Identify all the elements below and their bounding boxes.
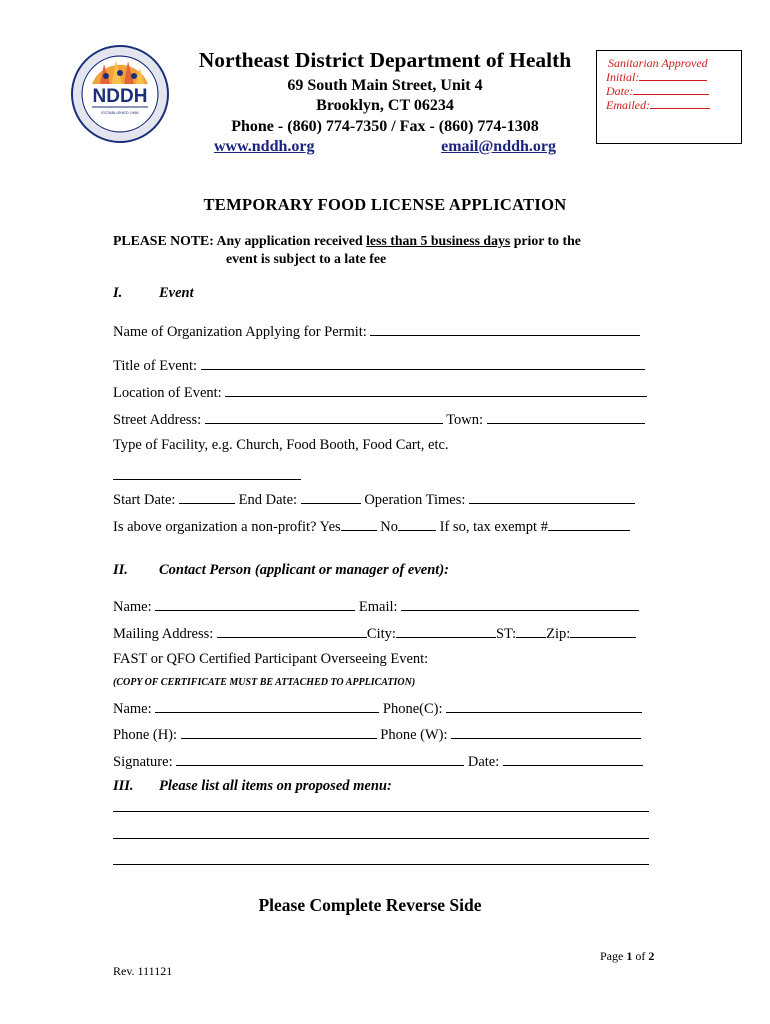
nonprofit-row [113,517,630,536]
email-link[interactable]: email@nddh.org [441,138,556,155]
event-title-label: Title of Event: [113,358,201,374]
operation-times-field[interactable] [469,490,635,504]
location-row [113,383,647,402]
emailed-label: Emailed: [606,98,650,112]
section-2-heading [113,562,449,579]
facility-label: Type of Facility, e.g. Church, Food Booth, Food Cart, etc. [113,437,449,453]
zip-field[interactable] [570,624,636,638]
street-address: 69 South Main Street, Unit 4 [287,77,483,94]
approval-date-field[interactable] [633,84,709,95]
contact-email-field[interactable] [401,597,639,611]
signature-date-label: Date: [464,754,503,770]
note-suffix: prior to the [510,233,581,248]
event-title-row [113,356,645,375]
town-field[interactable] [487,410,645,424]
note-prefix: PLEASE NOTE: Any application received [113,233,367,248]
svg-text:ESTABLISHED 1966: ESTABLISHED 1966 [101,110,139,115]
contact-name-field[interactable] [155,597,355,611]
town-label: Town: [442,412,487,428]
state-label: ST: [495,626,517,642]
city-field[interactable] [396,624,496,638]
section-1-number: I. [113,285,123,301]
tax-exempt-field[interactable] [548,517,630,531]
page-current: 1 [626,949,633,963]
organization-label: Name of Organization Applying for Permit: [113,324,371,340]
phone-home-label: Phone (H): [113,727,181,743]
facility-field[interactable] [113,479,301,480]
phone-cell-field[interactable] [446,699,642,713]
revision-label: Rev. 111121 [113,964,173,978]
contact-name-label: Name: [113,599,156,615]
end-date-field[interactable] [301,490,361,504]
section-1-heading [113,285,194,302]
sanitarian-approval-box [596,50,742,144]
mailing-address-label: Mailing Address: [113,626,217,642]
complete-reverse-note: Please Complete Reverse Side [258,895,482,915]
page-prefix: Page [600,949,627,963]
phone-cell-label: Phone(C): [379,701,447,717]
participant-name-field[interactable] [155,699,379,713]
website-link[interactable]: www.nddh.org [214,138,315,155]
location-field[interactable] [225,383,647,397]
street-label: Street Address: [113,412,205,428]
city-state-zip: Brooklyn, CT 06234 [316,97,454,114]
section-3-title: Please list all items on proposed menu: [159,778,392,794]
logo-seal-icon [70,44,170,144]
organization-name: Northeast District Department of Health [198,48,572,72]
menu-line-3[interactable] [113,864,649,865]
state-field[interactable] [516,624,546,638]
fast-qfo-label: FAST or QFO Certified Participant Overseeing Event: [113,651,429,667]
zip-label: Zip: [546,626,571,642]
signature-date-field[interactable] [503,752,643,766]
initial-field[interactable] [639,70,707,81]
phone-home-field[interactable] [181,725,377,739]
phone-row [113,725,641,744]
participant-name-row [113,699,642,718]
operation-times-label: Operation Times: [360,492,470,508]
contact-email-label: Email: [355,599,402,615]
nonprofit-no-label: No [380,519,399,535]
certificate-note: (COPY OF CERTIFICATE MUST BE ATTACHED TO APPLICATION) [113,677,416,688]
svg-text:NDDH: NDDH [92,86,148,107]
header-links [214,138,556,156]
organization-row [113,322,640,341]
end-date-label: End Date: [235,492,301,508]
nddh-logo [70,44,170,144]
note-underlined: less than 5 business days [366,233,511,248]
start-date-field[interactable] [179,490,235,504]
phone-fax: Phone - (860) 774-7350 / Fax - (860) 774-1308 [231,118,539,135]
dates-row [113,490,635,509]
date-label: Date: [606,84,634,98]
participant-name-label: Name: [113,701,156,717]
nonprofit-no-field[interactable] [398,517,436,531]
phone-work-field[interactable] [451,725,641,739]
organization-field[interactable] [370,322,640,336]
emailed-field[interactable] [650,98,710,109]
street-field[interactable] [205,410,443,424]
signature-field[interactable] [176,752,464,766]
initial-label: Initial: [606,70,640,84]
signature-label: Signature: [113,754,177,770]
approval-title: Sanitarian Approved [608,56,708,70]
section-3-number: III. [113,778,134,794]
mailing-address-field[interactable] [217,624,367,638]
menu-line-2[interactable] [113,838,649,839]
section-3-heading [113,778,392,795]
event-title-field[interactable] [201,356,645,370]
page-of: of [632,949,649,963]
page-total: 2 [648,949,655,963]
signature-row [113,752,643,771]
page-number [600,949,654,964]
section-1-title: Event [159,285,194,301]
note-line2: event is subject to a late fee [226,251,387,266]
nonprofit-label: Is above organization a non-profit? Yes [113,519,341,535]
section-2-title: Contact Person (applicant or manager of event): [159,562,449,578]
section-2-number: II. [113,562,128,578]
nonprofit-yes-field[interactable] [341,517,377,531]
contact-name-row [113,597,639,616]
street-row [113,410,645,429]
form-title: TEMPORARY FOOD LICENSE APPLICATION [203,195,567,214]
phone-work-label: Phone (W): [376,727,452,743]
mailing-row [113,624,636,643]
start-date-label: Start Date: [113,492,180,508]
city-label: City: [366,626,396,642]
tax-exempt-label: If so, tax exempt # [436,519,548,535]
location-label: Location of Event: [113,385,226,401]
late-fee-note [113,232,581,268]
menu-line-1[interactable] [113,811,649,812]
